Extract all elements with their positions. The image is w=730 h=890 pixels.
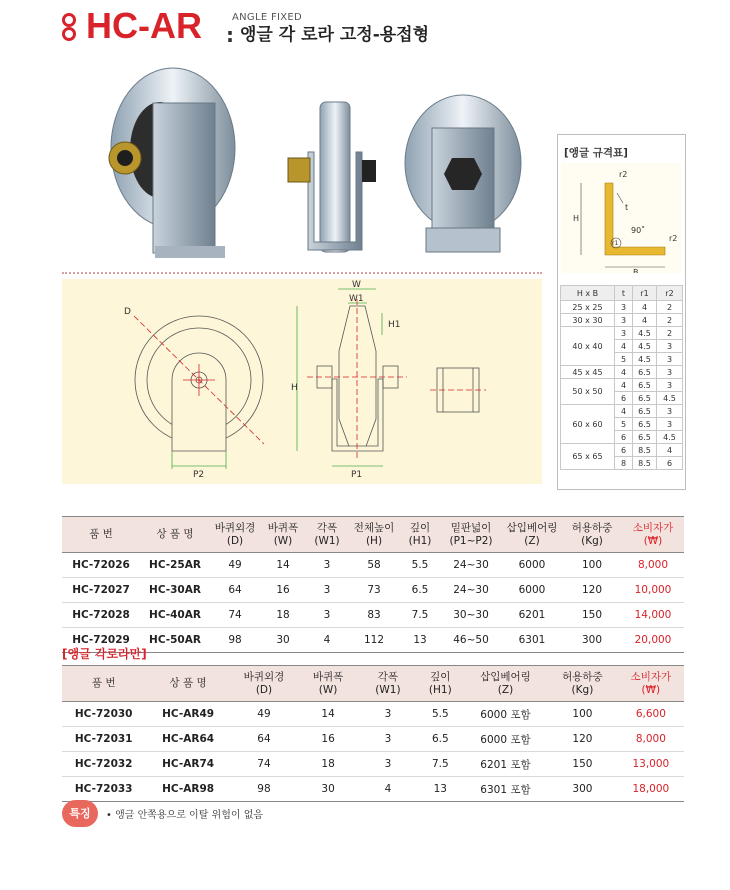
- product-table-welded: [62, 516, 684, 653]
- table-cell: 6000: [502, 578, 562, 603]
- spec-value-cell: 6: [615, 392, 633, 405]
- spec-value-cell: 5: [615, 353, 633, 366]
- table-cell: 73: [348, 578, 400, 603]
- spec-row: [561, 366, 683, 379]
- table-cell: HC-72033: [62, 777, 145, 802]
- spec-value-cell: 6.5: [633, 431, 657, 444]
- table-cell: 6000 포함: [464, 727, 547, 752]
- column-header: 소비자가 (₩): [622, 517, 684, 553]
- column-header: 바퀴외경 (D): [231, 666, 297, 702]
- svg-text:t: t: [625, 203, 629, 212]
- svg-text:90˚: 90˚: [631, 226, 646, 235]
- table-cell: 300: [547, 777, 618, 802]
- spec-value-cell: 4: [657, 444, 683, 457]
- spec-value-cell: 4.5: [633, 353, 657, 366]
- table-cell: 30: [297, 777, 359, 802]
- spec-value-cell: 4.5: [657, 392, 683, 405]
- table-cell: 3: [306, 578, 348, 603]
- column-header: 전체높이 (H): [348, 517, 400, 553]
- spec-value-cell: 5: [615, 418, 633, 431]
- table-cell: HC-50AR: [140, 628, 210, 653]
- spec-row: [561, 405, 683, 418]
- technical-drawing: [62, 279, 542, 484]
- table-row: [62, 553, 684, 578]
- column-header: 각폭 (W1): [359, 666, 417, 702]
- table-cell: 3: [359, 702, 417, 727]
- spec-value-cell: 6: [615, 444, 633, 457]
- table-cell: 18: [260, 603, 306, 628]
- table-cell: HC-72026: [62, 553, 140, 578]
- spec-column-header: r2: [657, 286, 683, 301]
- spec-value-cell: 4.5: [633, 327, 657, 340]
- table-cell: 3: [306, 603, 348, 628]
- table-cell: 150: [547, 752, 618, 777]
- drawing-bushing-view: [430, 368, 486, 412]
- svg-text:r2: r2: [619, 170, 628, 179]
- column-header: 삽입베어링 (Z): [502, 517, 562, 553]
- table-row: [62, 752, 684, 777]
- spec-value-cell: 3: [657, 353, 683, 366]
- table-cell: 74: [231, 752, 297, 777]
- spec-size-cell: 45 x 45: [561, 366, 615, 379]
- spec-row: [561, 379, 683, 392]
- drawing-side-view: [134, 316, 264, 469]
- table-cell: 16: [260, 578, 306, 603]
- table-cell: 18,000: [618, 777, 684, 802]
- spec-size-cell: 25 x 25: [561, 301, 615, 314]
- dim-label-H: H: [291, 383, 298, 393]
- table-cell: HC-30AR: [140, 578, 210, 603]
- spec-value-cell: 3: [657, 405, 683, 418]
- table-cell: 6,600: [618, 702, 684, 727]
- table-cell: 14: [297, 702, 359, 727]
- spec-value-cell: 6.5: [633, 405, 657, 418]
- table-cell: 20,000: [622, 628, 684, 653]
- product-photo-side: [95, 58, 245, 263]
- table-cell: 120: [562, 578, 622, 603]
- table-row: [62, 777, 684, 802]
- table-cell: 3: [359, 752, 417, 777]
- spec-value-cell: 2: [657, 314, 683, 327]
- table-row: [62, 628, 684, 653]
- table-row: [62, 727, 684, 752]
- spec-value-cell: 3: [615, 327, 633, 340]
- column-header: 깊이 (H1): [417, 666, 464, 702]
- table-cell: 5.5: [417, 702, 464, 727]
- table-cell: HC-AR49: [145, 702, 230, 727]
- table-cell: 7.5: [400, 603, 440, 628]
- table-cell: 6201 포함: [464, 752, 547, 777]
- spec-size-cell: 40 x 40: [561, 327, 615, 366]
- table-cell: 24~30: [440, 553, 502, 578]
- english-subtitle: ANGLE FIXED: [232, 12, 303, 23]
- spec-value-cell: 6.5: [633, 392, 657, 405]
- table-cell: 24~30: [440, 578, 502, 603]
- spec-row: [561, 444, 683, 457]
- spec-value-cell: 3: [657, 366, 683, 379]
- table-row: [62, 603, 684, 628]
- spec-value-cell: 2: [657, 301, 683, 314]
- column-header: 바퀴폭 (W): [297, 666, 359, 702]
- table-cell: 6.5: [417, 727, 464, 752]
- table-cell: 30: [260, 628, 306, 653]
- table-cell: 300: [562, 628, 622, 653]
- table-cell: 5.5: [400, 553, 440, 578]
- table-cell: 13: [417, 777, 464, 802]
- table-cell: HC-72029: [62, 628, 140, 653]
- spec-value-cell: 4: [615, 366, 633, 379]
- dim-label-W1: W1: [349, 294, 364, 304]
- drawing-front-view: [297, 289, 407, 466]
- korean-title: 앵글 각 로라 고정-용접형: [240, 25, 430, 45]
- table-cell: 49: [231, 702, 297, 727]
- table-cell: 3: [306, 553, 348, 578]
- angle-profile-figure: [561, 163, 681, 273]
- table-cell: 49: [210, 553, 260, 578]
- table-cell: 4: [306, 628, 348, 653]
- table-cell: 6.5: [400, 578, 440, 603]
- table-cell: 8,000: [618, 727, 684, 752]
- table-cell: 150: [562, 603, 622, 628]
- table-cell: HC-72032: [62, 752, 145, 777]
- section-title-roller-only: [앵글 각로라만]: [62, 647, 147, 661]
- table-cell: 6301 포함: [464, 777, 547, 802]
- table-cell: 100: [547, 702, 618, 727]
- column-header: 품 번: [62, 517, 140, 553]
- table-cell: 98: [231, 777, 297, 802]
- spec-value-cell: 4.5: [633, 340, 657, 353]
- table-cell: 7.5: [417, 752, 464, 777]
- spec-size-cell: 65 x 65: [561, 444, 615, 470]
- column-header: 품 번: [62, 666, 145, 702]
- column-header: 허용하중 (Kg): [547, 666, 618, 702]
- column-header: 상 품 명: [140, 517, 210, 553]
- column-header: 바퀴외경 (D): [210, 517, 260, 553]
- table-cell: 64: [231, 727, 297, 752]
- spec-value-cell: 8.5: [633, 457, 657, 470]
- table-cell: 4: [359, 777, 417, 802]
- table-cell: 6301: [502, 628, 562, 653]
- table-cell: 46~50: [440, 628, 502, 653]
- column-header: 소비자가 (₩): [618, 666, 684, 702]
- spec-value-cell: 2: [657, 327, 683, 340]
- column-header: 밑판넓이 (P1~P2): [440, 517, 502, 553]
- table-cell: 8,000: [622, 553, 684, 578]
- column-header: 허용하중 (Kg): [562, 517, 622, 553]
- angle-spec-panel: [557, 134, 686, 490]
- spec-size-cell: 60 x 60: [561, 405, 615, 444]
- table-cell: 74: [210, 603, 260, 628]
- spec-value-cell: 6.5: [633, 366, 657, 379]
- spec-value-cell: 6.5: [633, 379, 657, 392]
- spec-size-cell: 30 x 30: [561, 314, 615, 327]
- table-row: [62, 702, 684, 727]
- column-header: 각폭 (W1): [306, 517, 348, 553]
- table-cell: HC-72028: [62, 603, 140, 628]
- spec-value-cell: 4: [633, 301, 657, 314]
- product-photo-front: [280, 92, 385, 262]
- product-photo-rear: [398, 88, 528, 263]
- section-divider: [62, 272, 542, 274]
- spec-value-cell: 8.5: [633, 444, 657, 457]
- product-code-title: HC-AR: [86, 5, 202, 46]
- spec-column-header: r1: [633, 286, 657, 301]
- dim-label-P2: P2: [193, 470, 205, 480]
- spec-value-cell: 6: [615, 431, 633, 444]
- spec-value-cell: 4: [633, 314, 657, 327]
- table-cell: 3: [359, 727, 417, 752]
- spec-size-cell: 50 x 50: [561, 379, 615, 405]
- table-cell: 58: [348, 553, 400, 578]
- table-row: [62, 578, 684, 603]
- table-cell: 83: [348, 603, 400, 628]
- table-cell: HC-AR98: [145, 777, 230, 802]
- spec-value-cell: 3: [657, 418, 683, 431]
- spec-value-cell: 4: [615, 405, 633, 418]
- spec-value-cell: 3: [657, 379, 683, 392]
- svg-text:B: B: [633, 268, 639, 273]
- svg-text:H: H: [573, 214, 580, 223]
- column-header: 깊이 (H1): [400, 517, 440, 553]
- table-cell: 6201: [502, 603, 562, 628]
- spec-row: [561, 314, 683, 327]
- spec-value-cell: 4: [615, 340, 633, 353]
- spec-value-cell: 6: [657, 457, 683, 470]
- svg-text:r2: r2: [669, 234, 678, 243]
- table-cell: 6000: [502, 553, 562, 578]
- spec-column-header: H x B: [561, 286, 615, 301]
- table-cell: 13: [400, 628, 440, 653]
- dim-label-D: D: [124, 307, 131, 317]
- table-cell: 14,000: [622, 603, 684, 628]
- product-table-roller-only: [62, 665, 684, 802]
- table-cell: 16: [297, 727, 359, 752]
- table-cell: HC-40AR: [140, 603, 210, 628]
- dim-label-P1: P1: [351, 470, 363, 480]
- table-cell: 30~30: [440, 603, 502, 628]
- table-cell: 112: [348, 628, 400, 653]
- table-cell: 98: [210, 628, 260, 653]
- table-cell: 14: [260, 553, 306, 578]
- spec-value-cell: 6.5: [633, 418, 657, 431]
- table-cell: 120: [547, 727, 618, 752]
- spec-value-cell: 4: [615, 379, 633, 392]
- table-cell: HC-72031: [62, 727, 145, 752]
- feature-text: • 앵글 안쪽용으로 이탈 위험이 없음: [106, 810, 264, 821]
- table-cell: HC-AR74: [145, 752, 230, 777]
- title-colon: :: [226, 23, 234, 47]
- spec-value-cell: 3: [615, 301, 633, 314]
- table-cell: 18: [297, 752, 359, 777]
- feature-badge: 특징: [62, 800, 98, 827]
- brand-logo-icon: [62, 12, 76, 42]
- column-header: 삽입베어링 (Z): [464, 666, 547, 702]
- table-cell: HC-25AR: [140, 553, 210, 578]
- table-cell: 6000 포함: [464, 702, 547, 727]
- table-cell: 13,000: [618, 752, 684, 777]
- spec-column-header: t: [615, 286, 633, 301]
- svg-text:r1: r1: [612, 240, 619, 247]
- spec-value-cell: 8: [615, 457, 633, 470]
- table-cell: HC-AR64: [145, 727, 230, 752]
- column-header: 상 품 명: [145, 666, 230, 702]
- table-cell: 100: [562, 553, 622, 578]
- spec-panel-title: [앵글 규격표]: [564, 147, 628, 159]
- angle-spec-table: [560, 285, 683, 470]
- dim-label-W: W: [352, 280, 361, 290]
- table-cell: 64: [210, 578, 260, 603]
- spec-value-cell: 3: [657, 340, 683, 353]
- table-cell: HC-72027: [62, 578, 140, 603]
- spec-value-cell: 4.5: [657, 431, 683, 444]
- spec-row: [561, 327, 683, 340]
- table-cell: 10,000: [622, 578, 684, 603]
- spec-value-cell: 3: [615, 314, 633, 327]
- column-header: 바퀴폭 (W): [260, 517, 306, 553]
- table-cell: HC-72030: [62, 702, 145, 727]
- dim-label-H1: H1: [388, 320, 401, 330]
- spec-row: [561, 301, 683, 314]
